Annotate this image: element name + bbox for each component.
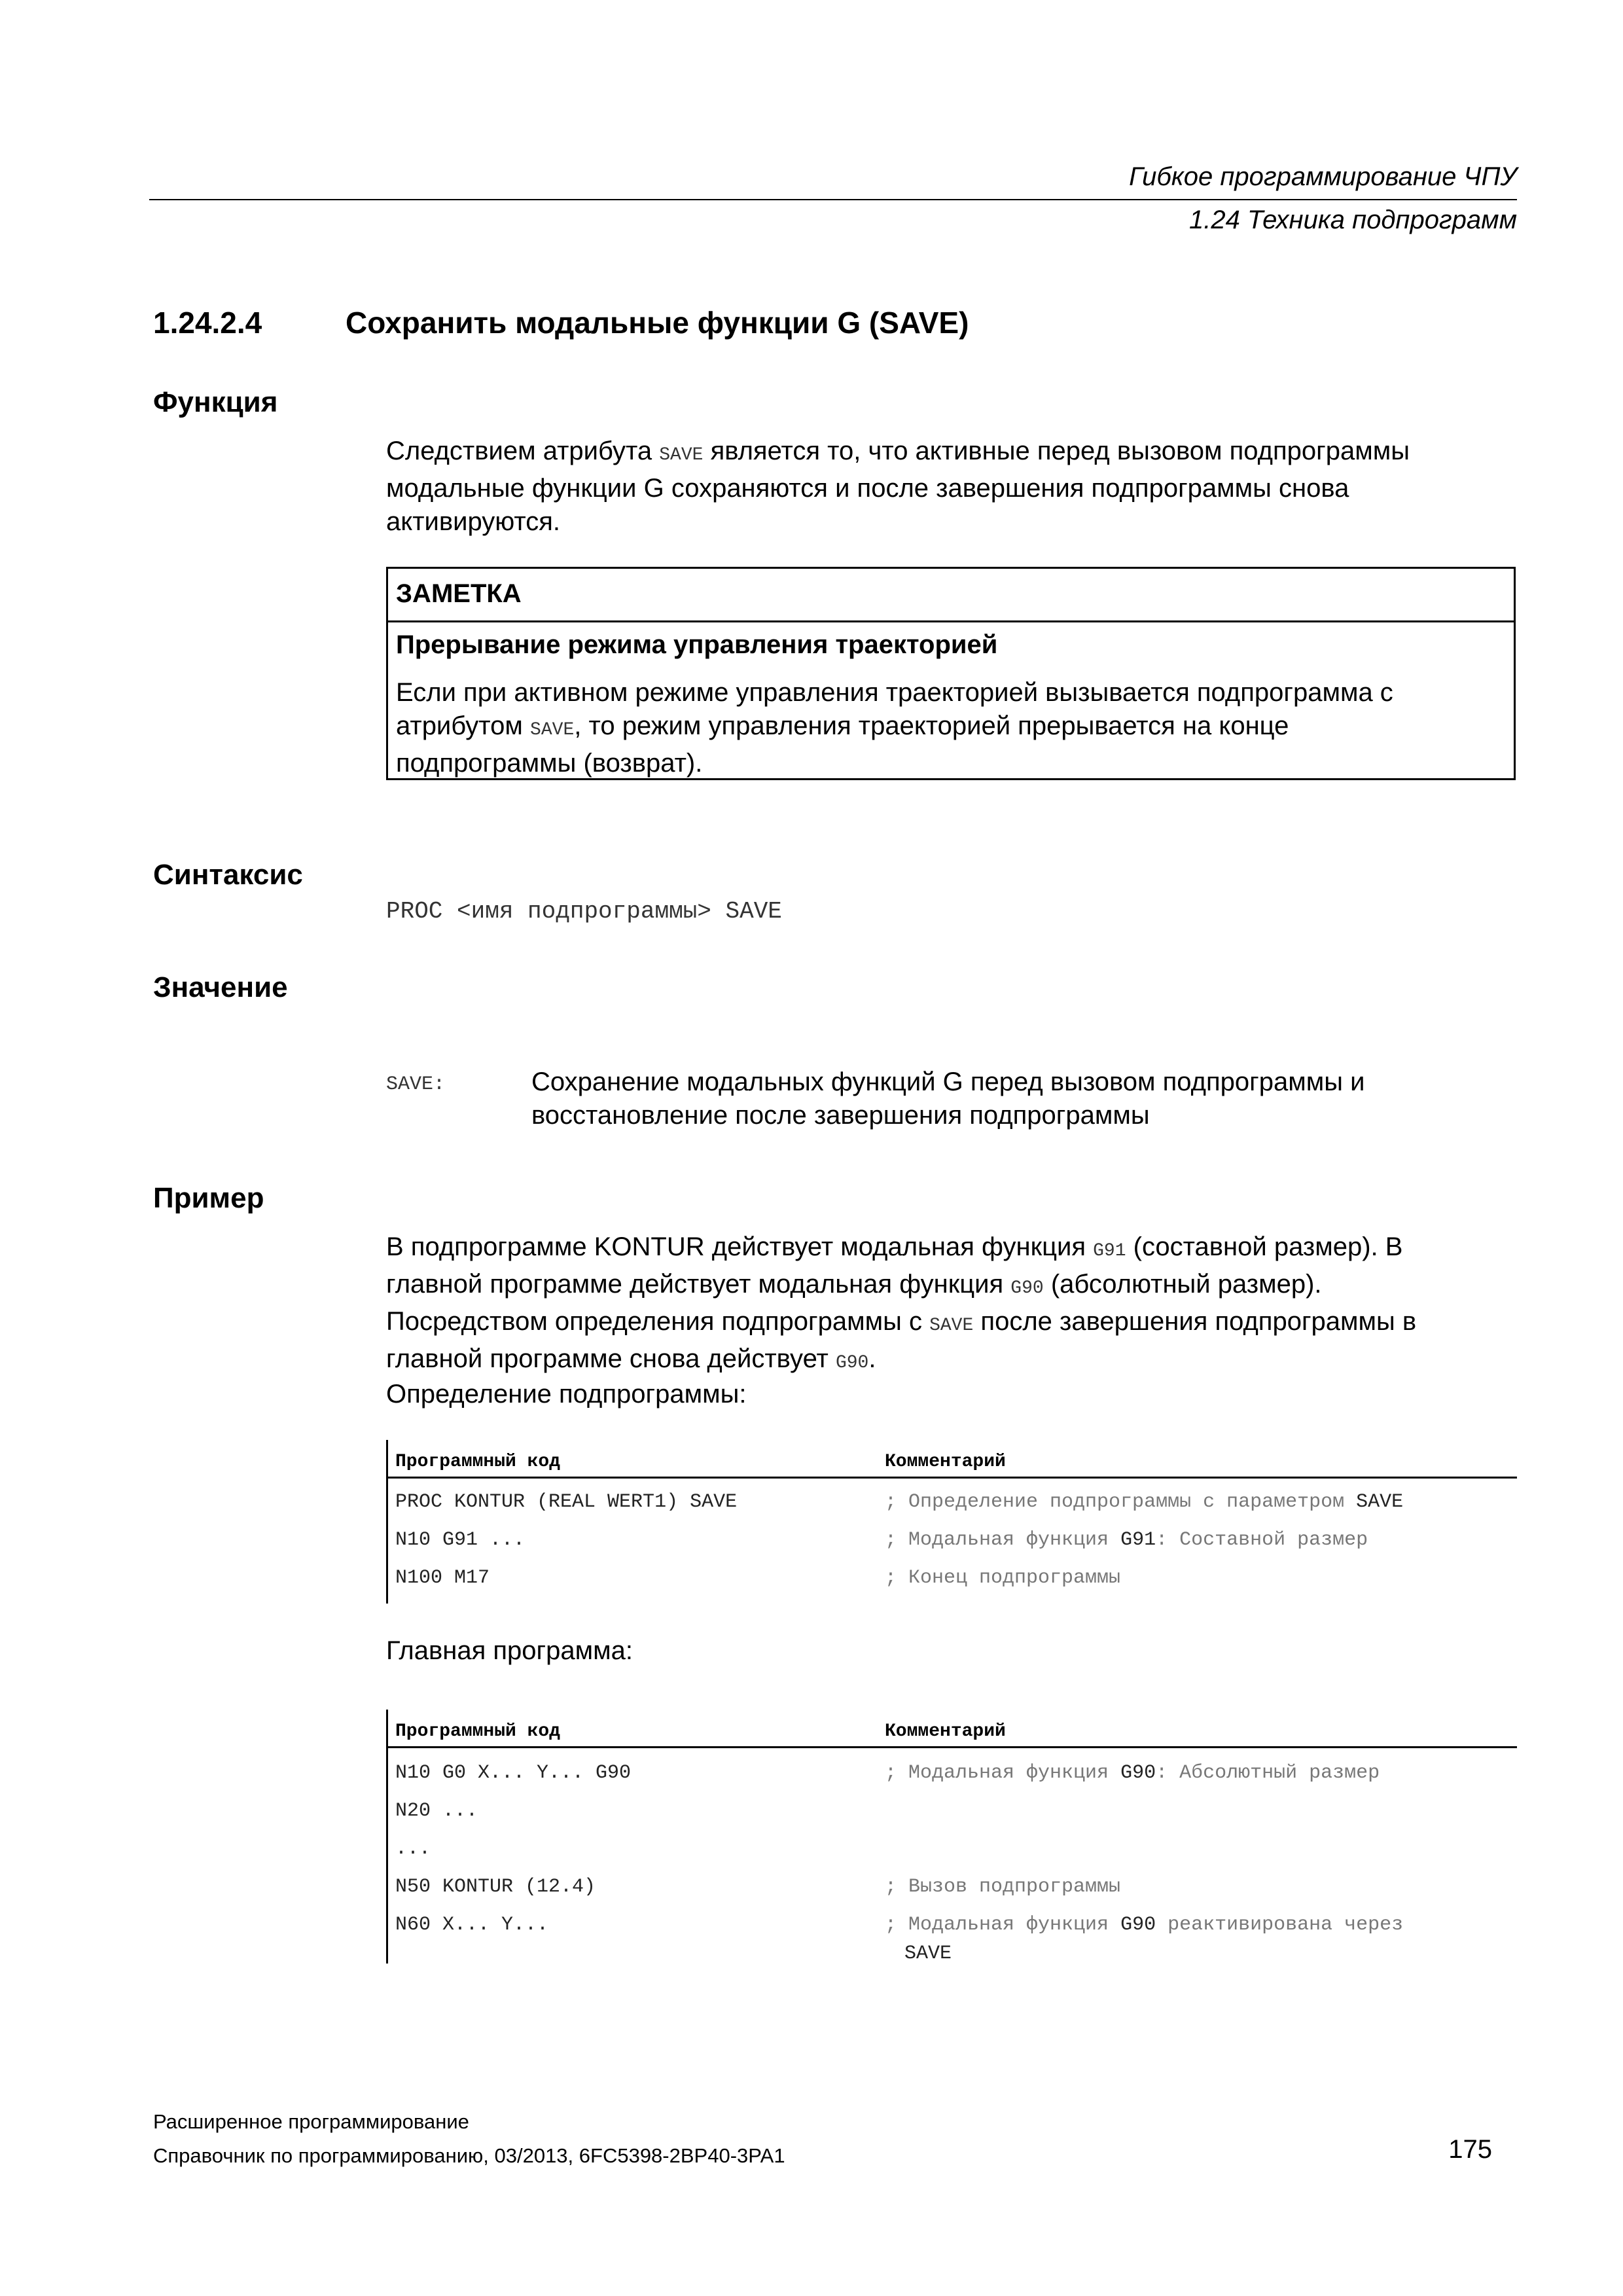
meaning-line1: Сохранение модальных функций G перед вызовом подпрограммы и	[531, 1067, 1365, 1096]
table-row-comment	[885, 1529, 1368, 1551]
note-line1: Если при активном режиме управления траекторией вызывается подпрограмма с	[396, 678, 1393, 707]
note-title: Прерывание режима управления траекторией	[396, 630, 998, 659]
note-label: ЗАМЕТКА	[396, 579, 522, 608]
note-line3: подпрограммы (возврат).	[396, 749, 703, 778]
example-l4b: .	[868, 1344, 876, 1373]
page-number: 175	[1448, 2135, 1492, 2164]
table-row-code: N60 X... Y...	[395, 1914, 549, 1936]
comment-keyword: G90	[1120, 1762, 1156, 1784]
heading-syntax: Синтаксис	[153, 859, 303, 891]
heading-function: Функция	[153, 386, 278, 418]
example-code-save: SAVE	[929, 1316, 974, 1336]
note-line2-b: , то режим управления траекторией прерывается на конце	[574, 711, 1289, 740]
table-header-rule	[386, 1746, 1517, 1748]
code-table-main-program	[386, 1710, 1517, 1964]
footer-line1: Расширенное программирование	[153, 2110, 469, 2133]
example-def-label: Определение подпрограммы:	[386, 1380, 747, 1408]
table-row-code: N20 ...	[395, 1800, 478, 1822]
function-text-b: является то, что активные перед вызовом подпрограммы	[703, 437, 1410, 465]
example-code-g90: G90	[1010, 1278, 1044, 1299]
example-l3a: Посредством определения подпрограммы с	[386, 1307, 930, 1336]
table-row-code: PROC KONTUR (REAL WERT1) SAVE	[395, 1491, 738, 1513]
table-row-code: N10 G91 ...	[395, 1529, 526, 1551]
function-code-save: SAVE	[659, 445, 704, 465]
footer-line2: Справочник по программированию, 03/2013, 6FC5398-2BP40-3PA1	[153, 2144, 785, 2167]
table-row-comment	[885, 1491, 1403, 1513]
comment-text: : Составной размер	[1156, 1529, 1368, 1551]
heading-example: Пример	[153, 1182, 264, 1214]
comment-text: ; Конец подпрограммы	[885, 1567, 1121, 1589]
table-row-comment	[885, 1914, 1403, 1936]
table-header-rule	[386, 1477, 1517, 1479]
table-row-comment	[885, 1876, 1120, 1898]
comment-keyword: SAVE	[1356, 1491, 1404, 1513]
table-header-comment: Комментарий	[885, 1452, 1006, 1472]
note-code-save: SAVE	[530, 720, 575, 740]
example-paragraph	[386, 1230, 1518, 1380]
example-l3b: после завершения подпрограммы в	[973, 1307, 1417, 1336]
example-l4a: главной программе снова действует	[386, 1344, 836, 1373]
comment-text: ; Модальная функция	[885, 1762, 1121, 1784]
section-title: Сохранить модальные функции G (SAVE)	[346, 306, 969, 340]
comment-text: реактивирована через	[1156, 1914, 1404, 1936]
header-rule	[149, 199, 1517, 200]
comment-text: ; Модальная функция	[885, 1914, 1121, 1936]
example-l2b: (абсолютный размер).	[1043, 1270, 1322, 1299]
running-header-chapter: Гибкое программирование ЧПУ	[1129, 162, 1517, 191]
meaning-line2: восстановление после завершения подпрограммы	[531, 1101, 1150, 1130]
table-header-code: Программный код	[395, 1721, 561, 1742]
running-header-section: 1.24 Техника подпрограмм	[1189, 206, 1517, 234]
meaning-description	[531, 1066, 1364, 1132]
example-l1a: В подпрограмме KONTUR действует модальная функция	[386, 1232, 1094, 1261]
table-row-code: ...	[395, 1838, 431, 1860]
note-box	[386, 567, 1516, 780]
section-number: 1.24.2.4	[153, 306, 262, 340]
table-left-rule	[386, 1440, 388, 1604]
function-line2: модальные функции G сохраняются и после завершения подпрограммы снова	[386, 474, 1349, 503]
comment-text: ; Определение подпрограммы с параметром	[885, 1491, 1357, 1513]
table-header-comment: Комментарий	[885, 1721, 1006, 1742]
code-table-subprogram	[386, 1440, 1517, 1604]
comment-keyword: G90	[1120, 1914, 1156, 1936]
example-l1b: (составной размер). В	[1126, 1232, 1403, 1261]
note-header-row	[388, 569, 1514, 622]
example-code-g90-2: G90	[835, 1353, 869, 1373]
syntax-code: PROC <имя подпрограммы> SAVE	[386, 898, 782, 925]
comment-text: : Абсолютный размер	[1156, 1762, 1380, 1784]
example-l2a: главной программе действует модальная функция	[386, 1270, 1011, 1299]
example-main-label: Главная программа:	[386, 1636, 633, 1665]
function-text-a: Следствием атрибута	[386, 437, 660, 465]
table-row-comment	[885, 1567, 1120, 1589]
function-paragraph	[386, 435, 1518, 539]
table-row-comment	[885, 1762, 1380, 1784]
function-line3: активируются.	[386, 507, 561, 536]
note-body	[396, 676, 1393, 780]
heading-meaning: Значение	[153, 971, 288, 1003]
comment-text: ; Вызов подпрограммы	[885, 1876, 1121, 1898]
example-code-g91: G91	[1093, 1241, 1126, 1261]
comment-keyword: G91	[1120, 1529, 1156, 1551]
table-header-code: Программный код	[395, 1452, 561, 1472]
table-row-code: N10 G0 X... Y... G90	[395, 1762, 632, 1784]
note-line2-a: атрибутом	[396, 711, 531, 740]
table-row-code: N100 M17	[395, 1567, 490, 1589]
meaning-term: SAVE:	[386, 1073, 446, 1096]
table-row-code: N50 KONTUR (12.4)	[395, 1876, 596, 1898]
comment-text: ; Модальная функция	[885, 1529, 1121, 1551]
table-row-comment-continuation: SAVE	[904, 1943, 952, 1965]
